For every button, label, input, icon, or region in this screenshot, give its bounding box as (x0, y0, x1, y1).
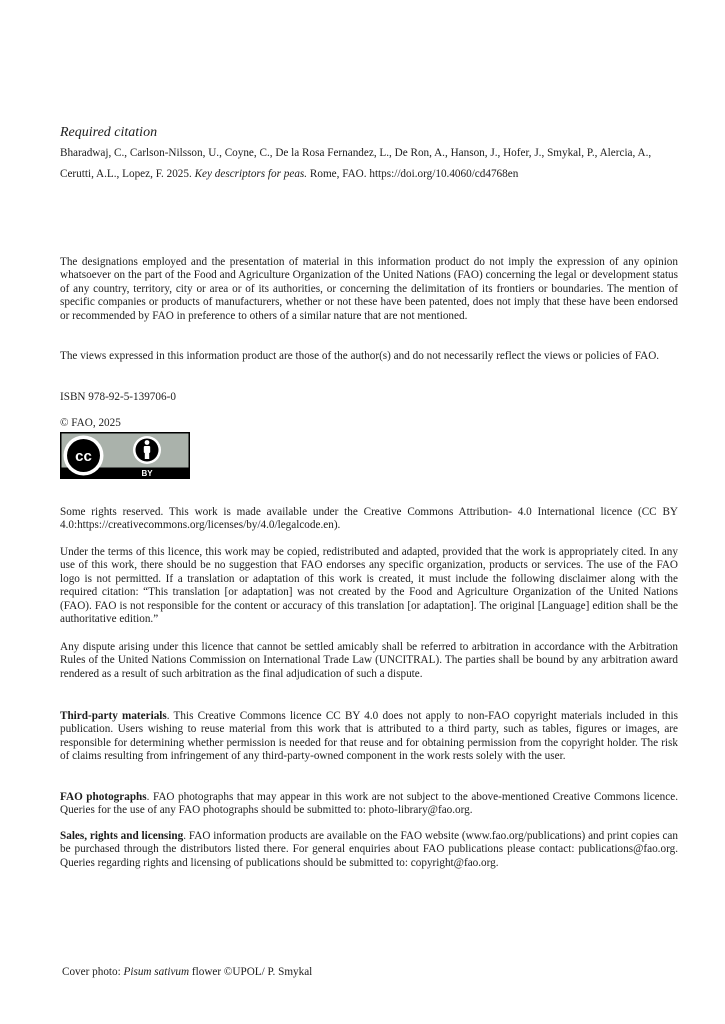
cover-photo-prefix: Cover photo: (62, 966, 124, 978)
cover-photo-suffix: flower ©UPOL/ P. Smykal (189, 966, 313, 978)
sales-heading: Sales, rights and licensing (60, 830, 184, 842)
by-label: BY (141, 469, 153, 478)
cc-by-license-badge-icon (60, 432, 190, 479)
citation-heading: Required citation (60, 125, 158, 140)
isbn: ISBN 978-92-5-139706-0 (60, 391, 176, 403)
licence-terms: Under the terms of this licence, this work may be copied, redistributed and adapted, provided that the work is appropriately cited. In any use of this work, there should be no suggestion that FAO endorses any specific organization, products or services. The use of the FAO logo is not permitted. If a translation or adaptation of this work is created, it must include the following disclaimer along with the required citation: “This translation [or adaptation] was not created by the Food and Agriculture Organization of the United Nations (FAO). FAO is not responsible for the content or accuracy of this translation [or adaptation]. The original [Language] edition shall be the authoritative edition.” (60, 546, 678, 626)
fao-photographs (60, 791, 678, 818)
sales-rights-licensing (60, 830, 678, 870)
photographs-text: . FAO photographs that may appear in this work are not subject to the above-mentioned Creative Commons licence. Queries for the use of any FAO photographs should be submitted to: photo-library@fao.org. (60, 791, 678, 817)
citation-text (60, 143, 678, 185)
citation-publisher: Rome, FAO. https://doi.org/10.4060/cd4768en (309, 168, 519, 180)
some-rights-reserved: Some rights reserved. This work is made available under the Creative Commons Attribution- 4.0 International licence (CC BY 4.0:https://creativecommons.org/licenses/by/4.0/legalcode.en). (60, 506, 678, 532)
cc-label: cc (75, 448, 92, 465)
sales-text: . FAO information products are available on the FAO website (www.fao.org/publications) and print copies can be purchased through the distributors listed there. For general enquiries about FAO publications please contact: publications@fao.org. Queries regarding rights and licensing of publications should be submitted to: copyright@fao.org. (60, 830, 678, 869)
cover-photo-species: Pisum sativum (123, 966, 190, 978)
views-disclaimer: The views expressed in this information product are those of the author(s) and do not necessarily reflect the views or policies of FAO. (60, 350, 660, 362)
third-party-text: . This Creative Commons licence CC BY 4.0 does not apply to non-FAO copyright materials included in this publication. Users wishing to reuse material from this work that is attributed to a third party, such as tables, figures or images, are responsible for determining whether permission is needed for that reuse and for obtaining permission from the copyright holder. The risk of claims resulting from infringement of any third-party-owned component in the work rests solely with the user. (60, 710, 678, 763)
designations-disclaimer: The designations employed and the presentation of material in this information product do not imply the expression of any opinion whatsoever on the part of the Food and Agriculture Organization of the United Nations (FAO) concerning the legal or development status of any country, territory, city or area or of its authorities, or concerning the delimitation of its frontiers or boundaries. The mention of specific companies or products of manufacturers, whether or not these have been patented, does not imply that these have been endorsed or recommended by FAO in preference to others of a similar nature that are not mentioned. (60, 256, 678, 322)
dispute-clause: Any dispute arising under this licence that cannot be settled amicably shall be referred to arbitration in accordance with the Arbitration Rules of the United Nations Commission on International Trade Law (UNCITRAL). The parties shall be bound by any arbitration award rendered as a result of such arbitration as the final adjudication of such a dispute. (60, 641, 678, 680)
third-party-heading: Third-party materials (60, 710, 167, 722)
third-party-materials (60, 710, 678, 764)
cover-photo-credit (62, 966, 312, 978)
copyright-notice: © FAO, 2025 (60, 417, 121, 429)
citation-title: Key descriptors for peas. (194, 168, 308, 180)
citation-authors: Bharadwaj, C., Carlson-Nilsson, U., Coyne, C., De la Rosa Fernandez, L., De Ron, A., Hanson, J., Hofer, J., Smykal, P., Alercia, A., Cerutti, A.L., Lopez, F. 2025. (60, 147, 652, 180)
photographs-heading: FAO photographs (60, 791, 147, 803)
